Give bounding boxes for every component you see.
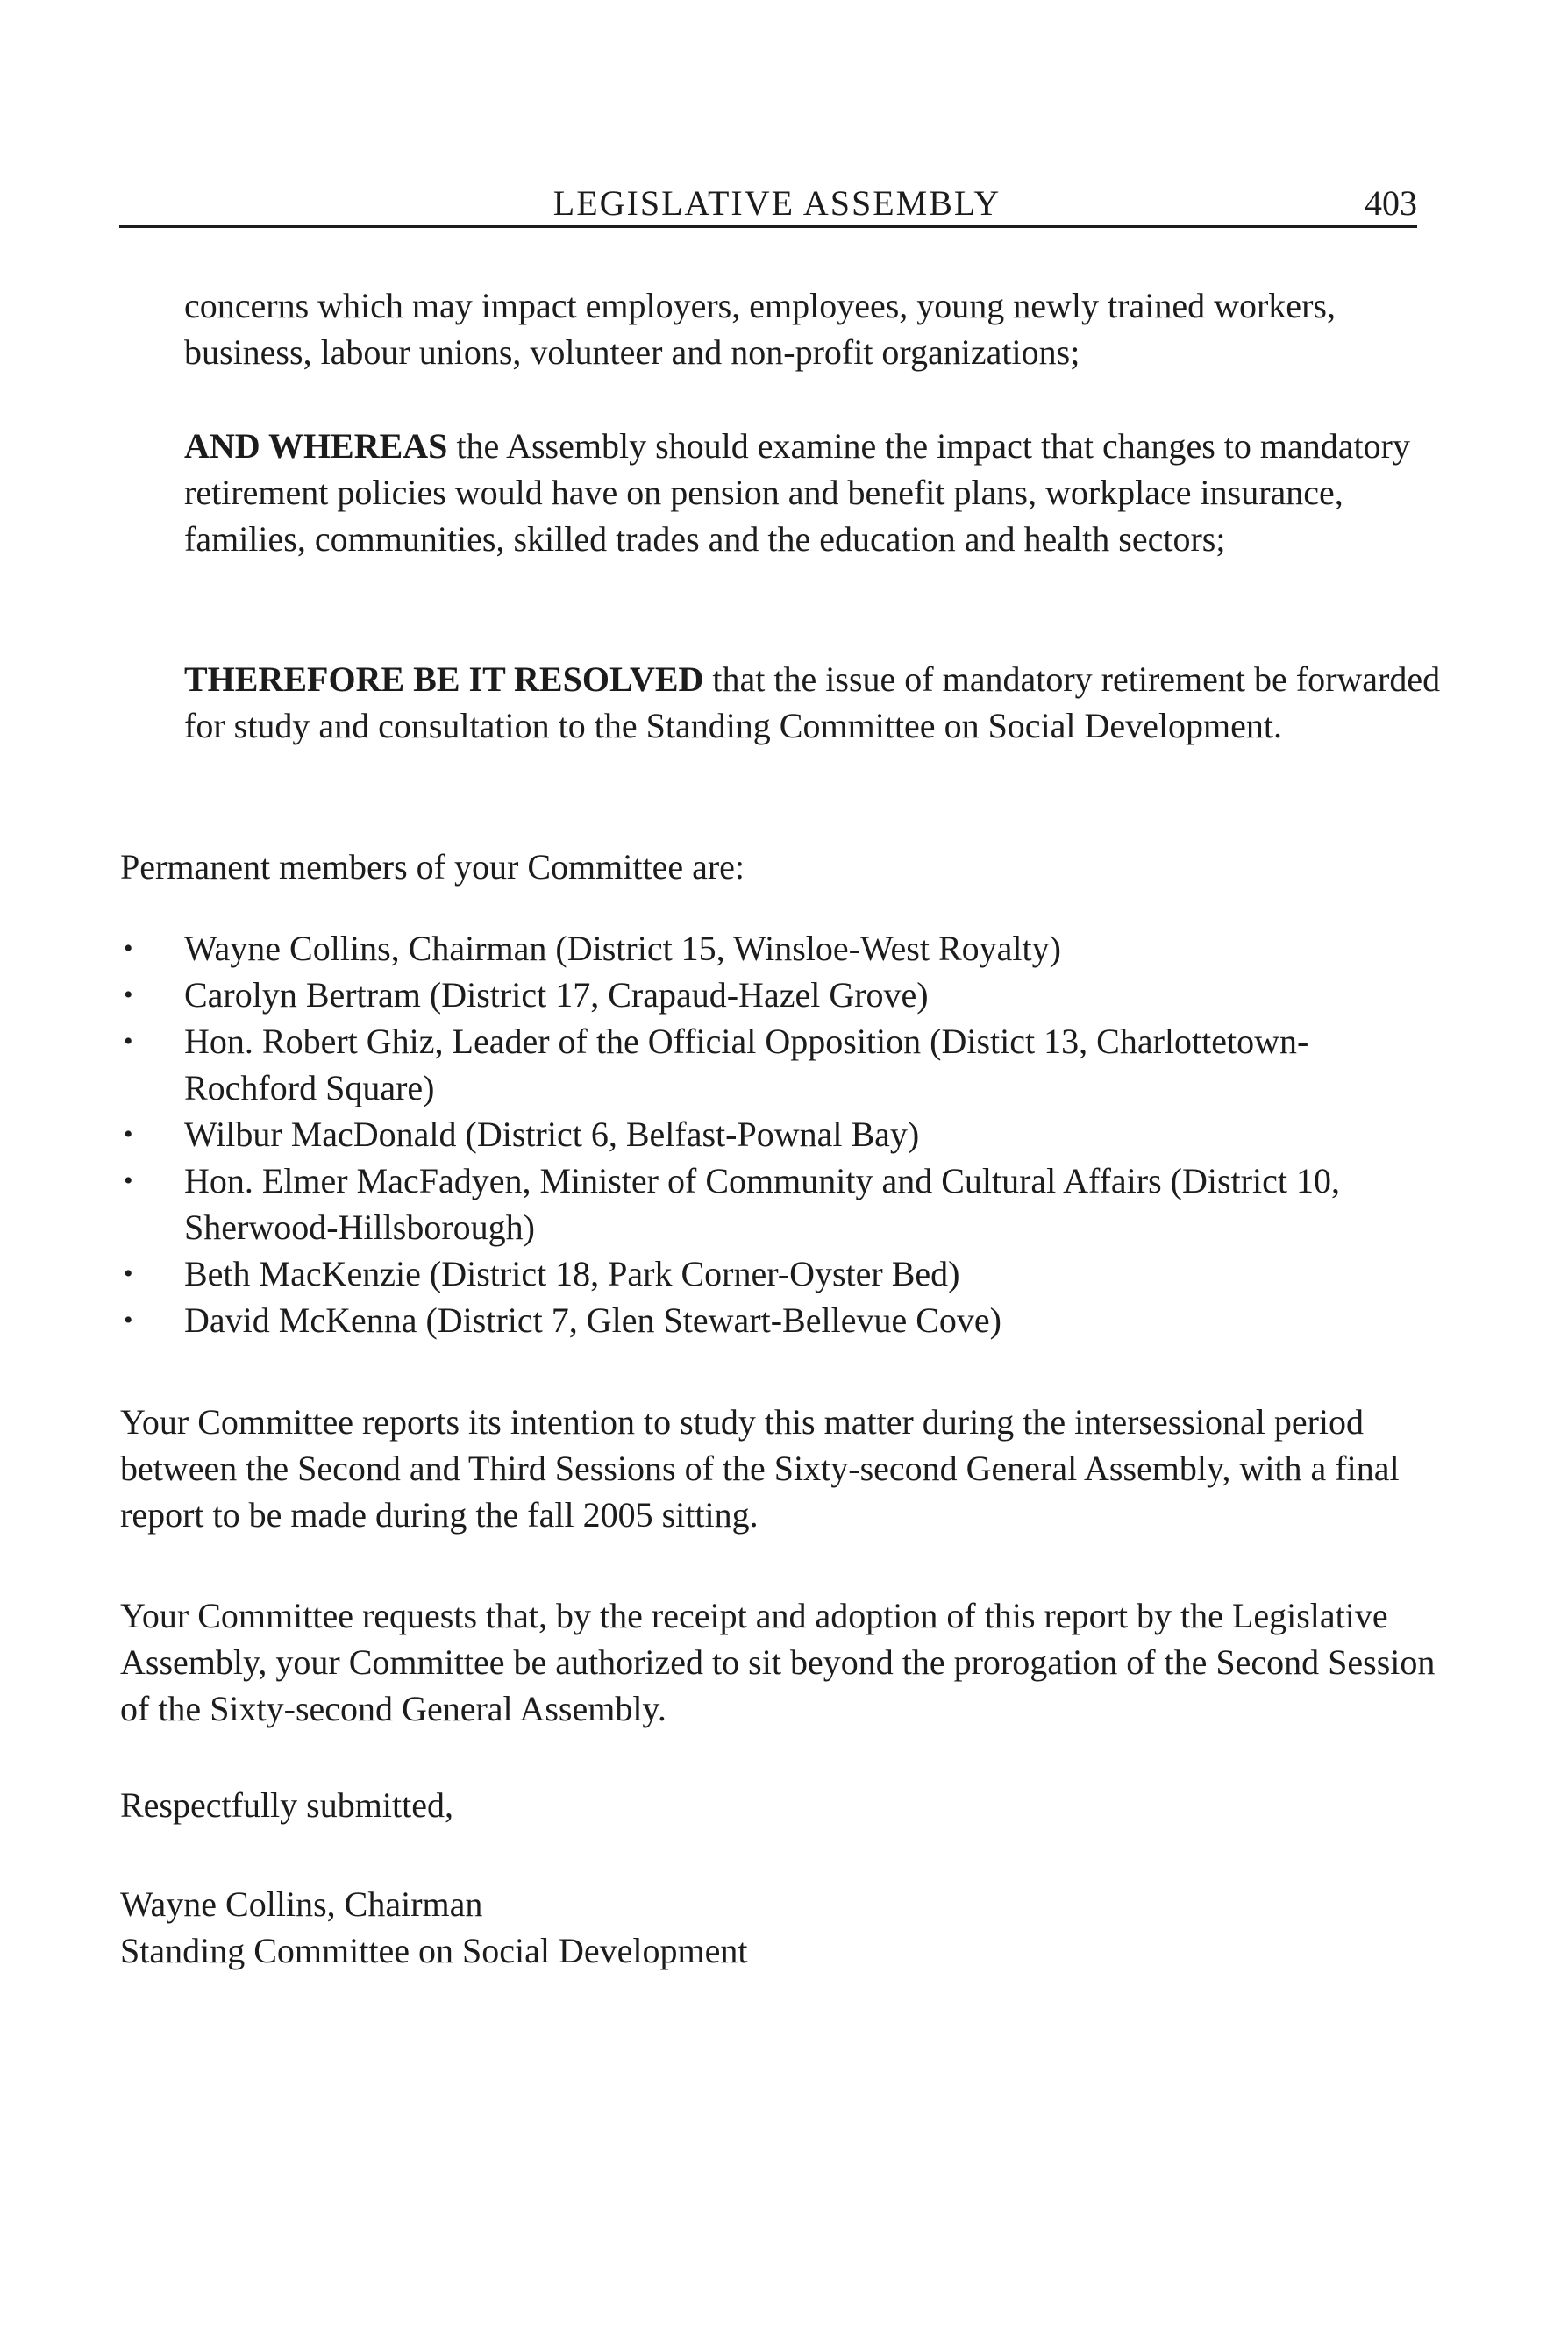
page-number: 403	[1365, 183, 1417, 223]
signatory-name: Wayne Collins, Chairman	[120, 1884, 483, 1924]
list-item	[120, 1018, 1436, 1111]
member-name: Hon. Elmer MacFadyen, Minister of Community and Cultural Affairs (District 10, Sherwood-Hillsborough)	[184, 1161, 1340, 1247]
whereas-lead: AND WHEREAS	[184, 426, 448, 466]
member-name: Beth MacKenzie (District 18, Park Corner-Oyster Bed)	[184, 1254, 960, 1293]
list-item	[120, 1297, 1436, 1343]
header-rule	[119, 225, 1417, 228]
whereas-text: the Assembly should examine the impact that changes to mandatory retirement policies would have on pension and benefit plans, workplace insurance, families, communities, skilled trades and the education and health sectors;	[184, 426, 1410, 559]
bullet-icon: •	[124, 1306, 133, 1335]
members-intro: Permanent members of your Committee are:	[120, 847, 745, 887]
list-item	[120, 972, 1436, 1018]
members-list	[120, 925, 1436, 1343]
paragraph-request: Your Committee requests that, by the receipt and adoption of this report by the Legislative Assembly, your Committee be authorized to sit beyond the prorogation of the Second Session of the Sixty-second General Assembly.	[120, 1596, 1436, 1728]
paragraph-continuation: concerns which may impact employers, employees, young newly trained workers, business, labour unions, volunteer and non-profit organizations;	[184, 286, 1336, 372]
list-item	[120, 1157, 1436, 1250]
list-item	[120, 925, 1436, 972]
member-name: David McKenna (District 7, Glen Stewart-Bellevue Cove)	[184, 1300, 1001, 1340]
paragraph-resolved	[184, 656, 1447, 749]
bullet-icon: •	[124, 1166, 133, 1195]
signature-block	[120, 1881, 1436, 1974]
page-header	[119, 181, 1435, 230]
list-item	[120, 1111, 1436, 1157]
list-item	[120, 1250, 1436, 1297]
running-title: LEGISLATIVE ASSEMBLY	[552, 183, 1001, 223]
bullet-icon: •	[124, 1027, 133, 1056]
bullet-icon: •	[124, 1120, 133, 1149]
paragraph-intention: Your Committee reports its intention to study this matter during the intersessional period between the Second and Third Sessions of the Sixty-second General Assembly, with a final report to be made during the fall 2005 sitting.	[120, 1402, 1400, 1535]
closing-line: Respectfully submitted,	[120, 1785, 453, 1825]
member-name: Hon. Robert Ghiz, Leader of the Official Opposition (Distict 13, Charlottetown-Rochford Square)	[184, 1022, 1309, 1107]
paragraph-whereas	[184, 423, 1447, 562]
bullet-icon: •	[124, 934, 133, 963]
member-name: Wilbur MacDonald (District 6, Belfast-Pownal Bay)	[184, 1115, 920, 1154]
member-name: Carolyn Bertram (District 17, Crapaud-Hazel Grove)	[184, 975, 929, 1015]
resolved-lead: THEREFORE BE IT RESOLVED	[184, 659, 704, 699]
signatory-committee: Standing Committee on Social Development	[120, 1931, 748, 1970]
resolved-text: that the issue of mandatory retirement be forwarded for study and consultation to the Standing Committee on Social Development.	[184, 659, 1441, 745]
member-name: Wayne Collins, Chairman (District 15, Winsloe-West Royalty)	[184, 929, 1061, 968]
bullet-icon: •	[124, 980, 133, 1009]
bullet-icon: •	[124, 1259, 133, 1288]
